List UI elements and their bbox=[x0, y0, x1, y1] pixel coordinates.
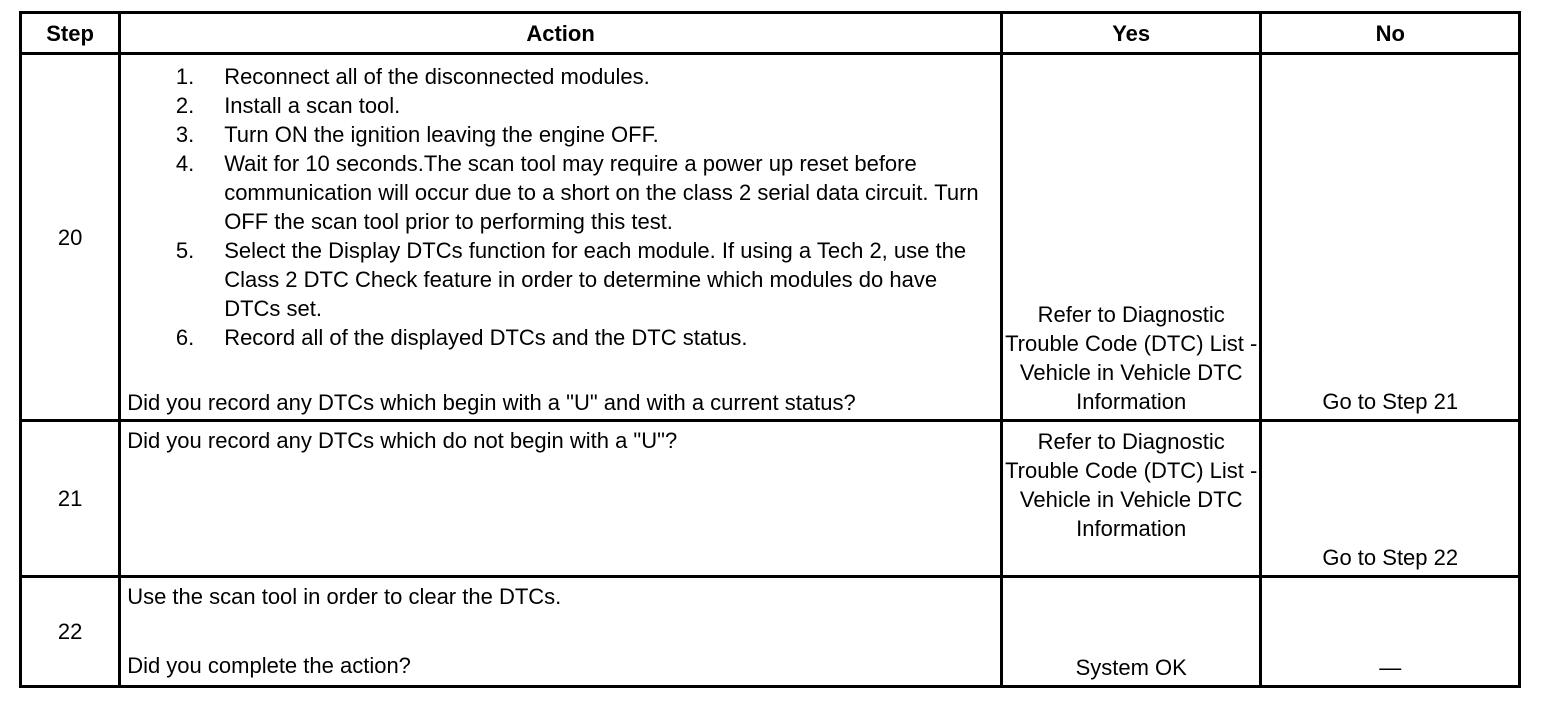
no-cell: — bbox=[1261, 577, 1520, 687]
list-item: 2. Install a scan tool. bbox=[175, 93, 401, 118]
list-item: 5. Select the Display DTCs function for each module. If using a Tech 2, use the Class 2 DTC Check feature in order to determine which modules do have DTCs set. bbox=[175, 238, 967, 321]
action-text: Use the scan tool in order to clear the DTCs. bbox=[127, 584, 562, 609]
action-steps-list bbox=[127, 62, 994, 352]
no-cell: Go to Step 22 bbox=[1261, 421, 1520, 577]
header-row bbox=[21, 13, 1520, 54]
header-yes: Yes bbox=[1001, 13, 1261, 54]
list-item: 4. Wait for 10 seconds.The scan tool may require a power up reset before communication will occur due to a short on the class 2 serial data circuit. Turn OFF the scan tool prior to performing this test. bbox=[175, 151, 979, 234]
header-step: Step bbox=[21, 13, 120, 54]
question-text: Did you record any DTCs which do not begin with a "U"? bbox=[127, 428, 678, 453]
list-item: 6. Record all of the displayed DTCs and the DTC status. bbox=[175, 325, 748, 350]
step-number: 22 bbox=[21, 577, 120, 687]
list-item: 1. Reconnect all of the disconnected modules. bbox=[175, 64, 650, 89]
header-action: Action bbox=[120, 13, 1002, 54]
question-text: Did you complete the action? bbox=[127, 653, 411, 678]
table-row bbox=[21, 421, 1520, 577]
step-number: 20 bbox=[21, 54, 120, 421]
yes-cell: Refer to Diagnostic Trouble Code (DTC) List - Vehicle in Vehicle DTC Information bbox=[1001, 54, 1261, 421]
table-row bbox=[21, 54, 1520, 421]
list-item: 3. Turn ON the ignition leaving the engine OFF. bbox=[175, 122, 659, 147]
action-cell bbox=[120, 54, 1002, 421]
action-cell bbox=[120, 421, 1002, 577]
table-row bbox=[21, 577, 1520, 687]
question-text: Did you record any DTCs which begin with a "U" and with a current status? bbox=[127, 390, 856, 415]
diagnostic-table bbox=[19, 11, 1521, 688]
yes-cell: System OK bbox=[1001, 577, 1261, 687]
action-cell bbox=[120, 577, 1002, 687]
no-cell: Go to Step 21 bbox=[1261, 54, 1520, 421]
step-number: 21 bbox=[21, 421, 120, 577]
header-no: No bbox=[1261, 13, 1520, 54]
yes-cell: Refer to Diagnostic Trouble Code (DTC) List - Vehicle in Vehicle DTC Information bbox=[1001, 421, 1261, 577]
